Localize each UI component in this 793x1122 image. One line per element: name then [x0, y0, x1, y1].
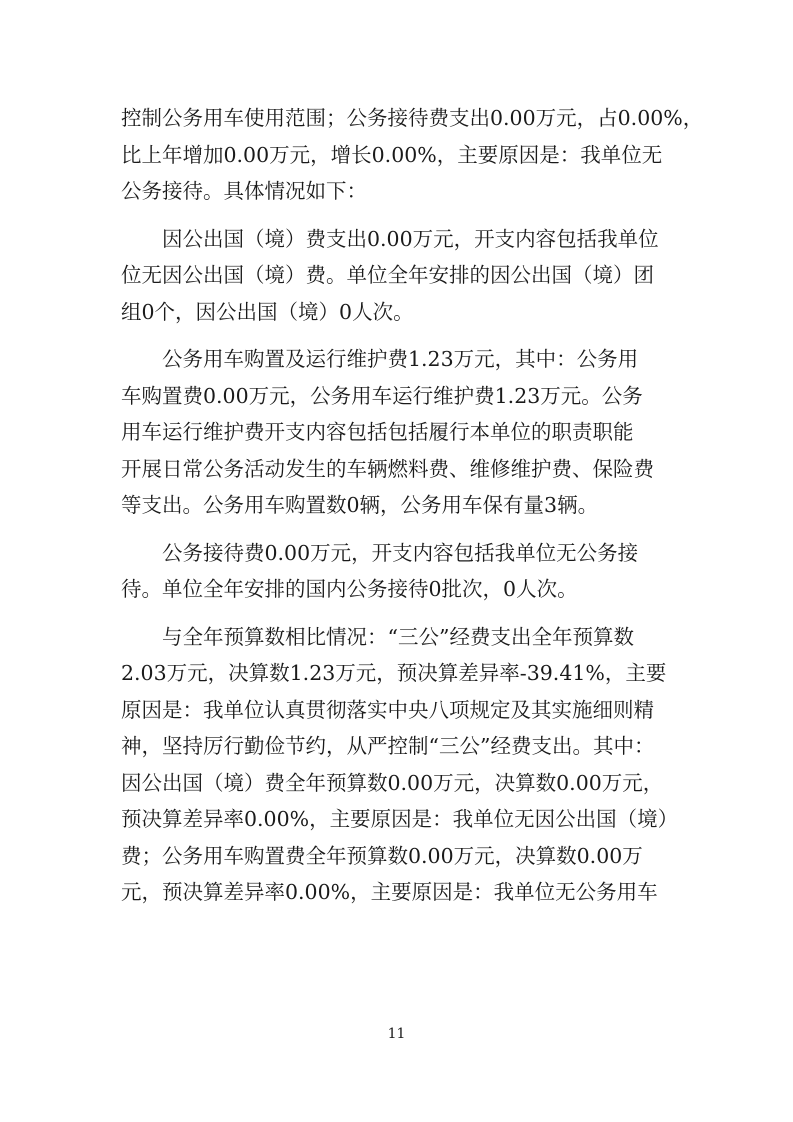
text-line: 2.03万元，决算数1.23万元，预决算差异率-39.41%，主要 — [121, 661, 667, 685]
paragraph-1 — [121, 100, 704, 210]
paragraph-4 — [121, 535, 691, 608]
text-line: 比上年增加0.00万元，增长0.00%，主要原因是：我单位无 — [121, 142, 663, 167]
text-line: 预决算差异率0.00%，主要原因是：我单位无因公出国（境） — [121, 807, 679, 831]
text-line: 公务接待费0.00万元，开支内容包括我单位无公务接 — [162, 540, 639, 565]
text-line: 控制公务用车使用范围；公务接待费支出0.00万元，占0.00%， — [121, 106, 704, 130]
text-line: 开展日常公务活动发生的车辆燃料费、维修维护费、保险费 — [121, 456, 654, 481]
text-line: 用车运行维护费开支内容包括包括履行本单位的职责职能 — [121, 420, 634, 444]
text-line: 原因是：我单位认真贯彻落实中央八项规定及其实施细则精 — [121, 697, 654, 722]
text-line: 公务接待。具体情况如下： — [121, 179, 367, 203]
text-line: 元，预决算差异率0.00%，主要原因是：我单位无公务用车 — [121, 880, 658, 904]
text-line: 待。单位全年安排的国内公务接待0批次，0人次。 — [121, 577, 578, 601]
text-line: 费；公务用车购置费全年预算数0.00万元，决算数0.00万 — [121, 843, 643, 868]
paragraph-5 — [121, 619, 691, 911]
document-body — [121, 100, 704, 911]
page-number: 11 — [387, 1026, 406, 1042]
text-line: 公务用车购置及运行维护费1.23万元，其中：公务用 — [162, 347, 639, 371]
text-line: 因公出国（境）费支出0.00万元，开支内容包括我单位 — [162, 226, 659, 251]
text-line: 等支出。公务用车购置数0辆，公务用车保有量3辆。 — [121, 493, 599, 517]
text-line: 因公出国（境）费全年预算数0.00万元，决算数0.00万元， — [121, 770, 664, 795]
paragraph-3 — [121, 341, 691, 524]
paragraph-2 — [121, 221, 691, 331]
text-line: 组0个，因公出国（境）0人次。 — [121, 299, 414, 324]
text-line: 位无因公出国（境）费。单位全年安排的因公出国（境）团 — [121, 263, 654, 287]
text-line: 神，坚持厉行勤俭节约，从严控制“三公”经费支出。其中： — [121, 734, 655, 758]
text-line: 车购置费0.00万元，公务用车运行维护费1.23万元。公务 — [121, 383, 643, 408]
text-line: 与全年预算数相比情况：“三公”经费支出全年预算数 — [162, 624, 634, 649]
